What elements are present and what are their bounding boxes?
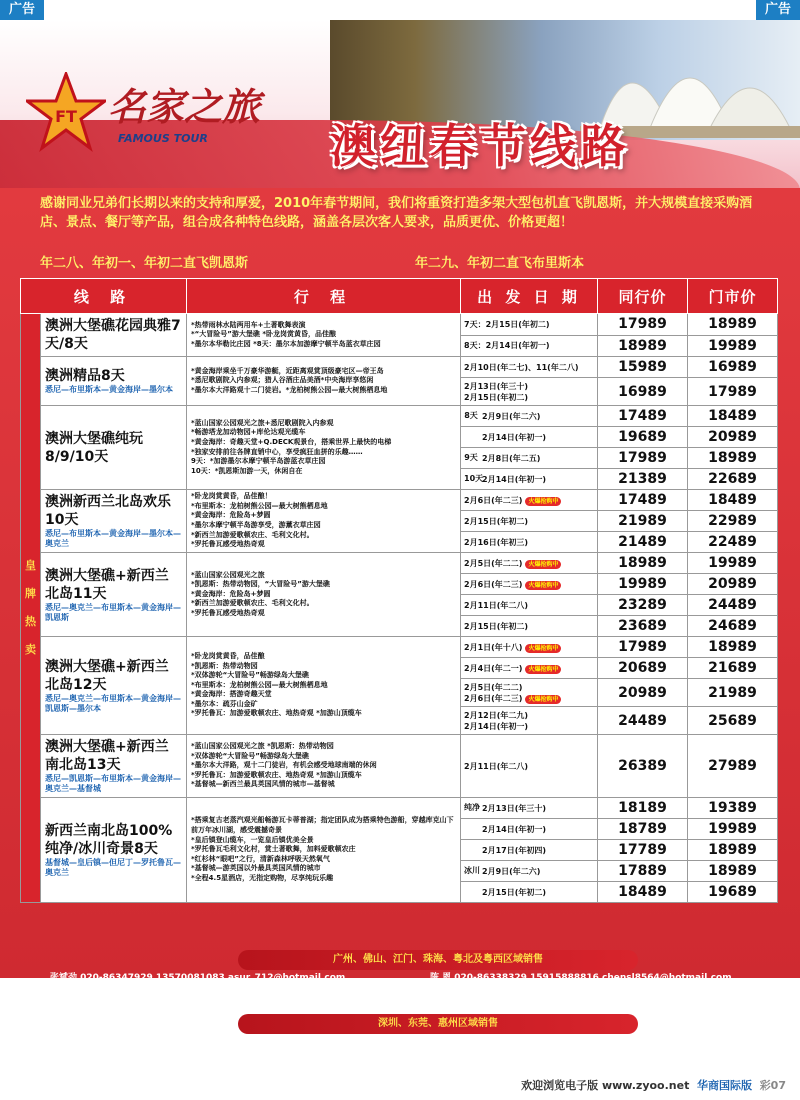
route-sub: 悉尼—奥克兰—布里斯本—黄金海岸—凯恩斯—墨尔本	[45, 693, 181, 713]
page-title: 澳纽春节线路	[330, 119, 630, 173]
brand-name-en: FAMOUS TOUR	[118, 132, 208, 145]
contact-line: 李斌德 0755-82255939 13570071063 libinde83@hotmail.com 谭立富 0755-82255939 13430354040 tanlifu85@hotmail.com	[50, 1037, 732, 1047]
itinerary-line: *黄金海岸：奇趣天堂+Q.DECK观景台，搭乘世界上最快的电梯	[191, 437, 392, 446]
departure-label: 纯净	[464, 803, 481, 812]
itinerary-line: *新西兰加游爱歌顿农庄、毛利文化村。	[191, 599, 314, 608]
side-char: 热	[25, 615, 36, 628]
itinerary-line: *布里斯本：龙柏树熊公园—最大树熊栖息地	[191, 501, 328, 510]
peer-price: 15989	[598, 357, 688, 378]
departure-cell	[461, 861, 598, 882]
footer-publisher: 华商国际版	[697, 1079, 753, 1092]
table-header-row	[21, 279, 778, 314]
itinerary-line: *墨尔本摩宁顿半岛游享受，游薰衣草庄园	[191, 521, 321, 529]
itinerary-cell	[187, 314, 461, 357]
departure-cell	[461, 798, 598, 819]
departure-date: 2月9日(年二六)	[482, 411, 541, 421]
contacts-guangzhou	[50, 970, 732, 1002]
itinerary-line: *罗托鲁瓦：加游爱歌顿农庄、地热奇观 *加游山顶缆车	[191, 770, 362, 779]
peer-price: 17989	[598, 314, 688, 336]
route-name-cell	[41, 314, 187, 357]
itinerary-line: *独家安排前往各牌直销中心，享受疯狂血拼的乐趣……	[191, 447, 363, 456]
peer-price: 23689	[598, 616, 688, 637]
departure-cell	[461, 882, 598, 903]
itinerary-line: *双体游轮“大冒险号”畅游绿岛大堡礁	[191, 751, 309, 760]
departure-label: 8天	[464, 411, 478, 420]
table-row	[21, 553, 778, 574]
departure-cell	[461, 469, 598, 490]
hot-badge: 火爆抢购中	[525, 497, 561, 506]
ad-label-left: 广告	[0, 0, 44, 20]
peer-price: 24489	[598, 707, 688, 735]
contact-line: 蔡少颖020-86338337 13922232246 cecillia_csq@hotmail.com 杨 华 020-86349775 13922463553 mjzl2008@hotmail.com	[50, 989, 720, 999]
retail-price: 18489	[688, 406, 778, 427]
itinerary-line: *红杉林“眼吧”之行，清新森林呼吸天然氧气	[191, 854, 330, 863]
retail-price: 24689	[688, 616, 778, 637]
peer-price: 17489	[598, 406, 688, 427]
retail-price: 18989	[688, 448, 778, 469]
peer-price: 17489	[598, 490, 688, 511]
departure-cell	[461, 378, 598, 406]
departure-date: 2月4日(年二一)	[464, 663, 523, 673]
departure-cell	[461, 532, 598, 553]
departure-date: 2月17日(年初四)	[482, 845, 547, 855]
departure-date: 2月14日(年初一)	[482, 824, 547, 834]
hot-badge: 火爆抢购中	[525, 560, 561, 569]
route-sub: 悉尼—布里斯本—黄金海岸—墨尔本	[45, 385, 173, 394]
retail-price: 22689	[688, 469, 778, 490]
peer-price: 20689	[598, 658, 688, 679]
itinerary-line: *罗托鲁瓦感受地热奇观	[191, 608, 265, 617]
departure-date: 2月10日(年二七)、11(年二八)	[464, 362, 579, 372]
route-sub: 基督城—皇后镇—但尼丁—罗托鲁瓦—奥克兰	[45, 858, 181, 877]
side-label	[21, 314, 41, 903]
retail-price: 20989	[688, 427, 778, 448]
itinerary-line: *黄金海岸：危险岛+梦圆	[191, 511, 271, 520]
route-name: 澳洲大堡礁+新西兰北岛12天	[45, 658, 169, 693]
itinerary-line: *蓝山国家公园观光之旅	[191, 570, 265, 579]
itinerary-line: *新西兰加游爱歌顿农庄、毛利文化村。	[191, 530, 314, 539]
itinerary-line: 10天：*凯恩斯加游一天，休闲自在	[191, 466, 303, 475]
departure-date: 2月13日(年三十)	[482, 803, 547, 813]
retail-price: 24489	[688, 595, 778, 616]
route-table	[20, 278, 778, 903]
header-banner	[0, 20, 800, 188]
retail-price: 18989	[688, 637, 778, 658]
star-logo-icon	[26, 72, 106, 152]
departure-cell	[461, 707, 598, 735]
retail-price: 19989	[688, 553, 778, 574]
route-name: 澳洲新西兰北岛欢乐10天	[45, 494, 171, 528]
itinerary-cell	[187, 735, 461, 798]
retail-price: 22989	[688, 511, 778, 532]
ad-label-right: 广告	[756, 0, 800, 20]
departure-cell	[461, 616, 598, 637]
table-row	[21, 637, 778, 658]
itinerary-line: *墨尔本：疏芬山金矿	[191, 699, 258, 708]
retail-price: 18989	[688, 314, 778, 336]
hot-badge: 火爆抢购中	[525, 581, 561, 590]
route-name: 澳洲精品8天	[45, 368, 125, 384]
itinerary-line: *皇后镇登山缆车，一览皇后镇优美全景	[191, 835, 314, 844]
itinerary-line: *蓝山国家公园观光之旅 *凯恩斯：热带动物园	[191, 742, 334, 751]
departure-cell	[461, 448, 598, 469]
route-name-cell	[41, 490, 187, 553]
retail-price: 19989	[688, 819, 778, 840]
retail-price: 27989	[688, 735, 778, 798]
peer-price: 21989	[598, 511, 688, 532]
departure-cell	[461, 840, 598, 861]
itinerary-cell	[187, 490, 461, 553]
route-name: 新西兰南北岛100%纯净/冰川奇景8天	[45, 823, 173, 857]
itinerary-line: *黄金海岸乘坐千万豪华游艇，近距离观赏顶级豪宅区—帝王岛	[191, 366, 384, 375]
departure-date: 2月6日(年二三)	[464, 579, 523, 589]
route-name: 澳洲大堡礁+新西兰北岛11天	[45, 567, 169, 602]
departure-date: 7天：2月15日(年初二)	[464, 319, 550, 329]
retail-price: 21689	[688, 658, 778, 679]
itinerary-line: *畅游塔龙加动物园+库伦达观光缆车	[191, 428, 306, 437]
itinerary-line: *墨尔本华勒比庄园 *8天：墨尔本加游摩宁顿半岛蓝衣草庄园	[191, 339, 381, 348]
contact-line: 陈宏川 0755-82230233 13570307234 hongchuan1964@163.com 张国英 0755-82259949 13923701951 zly200812@hotmail.com	[50, 1053, 738, 1063]
hot-badge: 火爆抢购中	[525, 695, 561, 704]
departure-date: 2月16日(年初三)	[464, 537, 529, 547]
retail-price: 25689	[688, 707, 778, 735]
route-name-cell	[41, 553, 187, 637]
header-retail-price: 门市价	[688, 279, 778, 314]
departure-cell	[461, 490, 598, 511]
itinerary-line: *罗托鲁瓦毛利文化村，赏土著歌舞，加料爱歌顿农庄	[191, 845, 356, 854]
itinerary-cell	[187, 406, 461, 490]
peer-price: 17789	[598, 840, 688, 861]
peer-price: 18489	[598, 882, 688, 903]
itinerary-line: *双体游轮“大冒险号”畅游绿岛大堡礁	[191, 671, 309, 680]
route-name-cell	[41, 735, 187, 798]
departure-cell	[461, 427, 598, 448]
departure-date: 8天：2月14日(年初一)	[464, 341, 550, 351]
route-sub: 悉尼—奥克兰—布里斯本—黄金海岸—凯恩斯	[45, 602, 181, 622]
departure-cell	[461, 357, 598, 378]
itinerary-cell	[187, 357, 461, 406]
departure-date: 2月14日(年初一)	[482, 432, 547, 442]
header-route: 线 路	[21, 279, 187, 314]
retail-price: 17989	[688, 378, 778, 406]
departure-label: 9天	[464, 453, 478, 462]
peer-price: 18189	[598, 798, 688, 819]
table-row	[21, 490, 778, 511]
departure-date: 2月6日(年二三)	[464, 495, 523, 505]
hot-badge: 火爆抢购中	[525, 644, 561, 653]
peer-price: 21489	[598, 532, 688, 553]
departure-cell	[461, 314, 598, 336]
itinerary-line: *卧龙岗赏黄昏，品佳酿	[191, 651, 265, 660]
departure-date: 2月15日(年初二)	[464, 621, 529, 631]
itinerary-line: 9天：*加游墨尔本摩宁顿半岛游蓝衣草庄园	[191, 457, 326, 466]
departure-date: 2月1日(年十八)	[464, 642, 523, 652]
departure-cell	[461, 637, 598, 658]
peer-price: 23289	[598, 595, 688, 616]
departure-date: 2月11日(年二八)	[464, 761, 529, 771]
itinerary-line: *黄金海岸：搭游奇趣天堂	[191, 690, 272, 699]
departure-date: 2月5日(年二二) 2月6日(年二三)	[464, 682, 523, 703]
region-title-shenzhen: 深圳、东莞、惠州区域销售	[238, 1014, 638, 1034]
peer-price: 16989	[598, 378, 688, 406]
peer-price: 20989	[598, 679, 688, 707]
itinerary-line: *墨尔本大洋路观十二门徒岩。*龙柏树熊公园—最大树熊栖息地	[191, 385, 388, 394]
retail-price: 16989	[688, 357, 778, 378]
header-peer-price: 同行价	[598, 279, 688, 314]
departure-date: 2月15日(年初二)	[464, 516, 529, 526]
side-char: 牌	[25, 587, 36, 600]
peer-price: 18989	[598, 553, 688, 574]
itinerary-line: *罗托鲁瓦：加游爱歌顿农庄、地热奇观 *加游山顶缆车	[191, 709, 362, 718]
departure-date: 2月9日(年二六)	[482, 866, 541, 876]
subhead-cairns: 年二八、年初一、年初二直飞凯恩斯	[40, 256, 249, 271]
itinerary-line: *搭乘复古老蒸汽观光船畅游瓦卡蒂普湖；指定团队成为搭乘特色游船，穿越库克山下前万年冰川湖，感受震撼奇景	[191, 816, 454, 835]
departure-cell	[461, 335, 598, 357]
departure-date: 2月8日(年二五)	[482, 453, 541, 463]
retail-price: 19689	[688, 882, 778, 903]
departure-cell	[461, 679, 598, 707]
intro-text: 感谢同业兄弟们长期以来的支持和厚爱，2010年春节期间，我们将重资打造多架大型包机直飞凯恩斯，并大规模直接采购酒店、景点、餐厅等产品，组合成各种特色线路，涵盖各层次客人要求，品质更优、价格更超！	[40, 196, 753, 230]
departure-cell	[461, 735, 598, 798]
table-row	[21, 314, 778, 336]
itinerary-line: *布里斯本：龙柏树熊公园—最大树熊栖息地	[191, 680, 328, 689]
route-name: 澳洲大堡礁纯玩8/9/10天	[45, 430, 143, 465]
departure-label: 10天	[464, 474, 484, 483]
table-row	[21, 798, 778, 819]
retail-price: 18489	[688, 490, 778, 511]
footer-site: 欢迎浏览电子版 www.zyoo.net	[521, 1079, 690, 1092]
side-char: 卖	[25, 643, 36, 656]
itinerary-line: *凯恩斯：热带动物园	[191, 661, 258, 670]
contact-line: 张斌劲 020-86347929 13570081083 asur_712@hotmail.com 陈 恩 020-86338329 15915888816 chensl8564@hotmail.com	[50, 973, 732, 983]
itinerary-line: *“大冒险号”游大堡礁 *卧龙岗赏黄昏，品佳酿	[191, 330, 336, 339]
retail-price: 18989	[688, 840, 778, 861]
peer-price: 19689	[598, 427, 688, 448]
itinerary-line: *墨尔本大洋路，观十二门徒岩，有机会感受地球南端的休闲	[191, 761, 377, 770]
itinerary-line: *凯恩斯：热带动物园，“大冒险号”游大堡礁	[191, 580, 330, 589]
itinerary-line: *基督城—新西兰最具英国风情的城市—基督城	[191, 780, 335, 789]
departure-cell	[461, 553, 598, 574]
departure-cell	[461, 406, 598, 427]
departure-date: 2月15日(年初二)	[482, 887, 547, 897]
peer-price: 17989	[598, 637, 688, 658]
footer	[521, 1077, 786, 1093]
route-sub: 悉尼—布里斯本—黄金海岸—墨尔本—奥克兰	[45, 529, 181, 548]
departure-cell	[461, 574, 598, 595]
itinerary-cell	[187, 798, 461, 903]
header-itinerary: 行 程	[187, 279, 461, 314]
subhead-brisbane: 年二九、年初二直飞布里斯本	[415, 256, 585, 271]
peer-price: 19989	[598, 574, 688, 595]
departure-date: 2月13日(年三十) 2月15日(年初二)	[464, 381, 529, 402]
departure-cell	[461, 658, 598, 679]
region-title-guangzhou: 广州、佛山、江门、珠海、粤北及粤西区域销售	[238, 950, 638, 970]
table-row	[21, 735, 778, 798]
departure-label: 冰川	[464, 866, 481, 875]
itinerary-line: *悉尼歌剧院入内参观；猎人谷酒庄品美酒*中央海岸享悠闲	[191, 376, 374, 385]
itinerary-cell	[187, 637, 461, 735]
header-departure: 出 发 日 期	[461, 279, 598, 314]
table-row	[21, 406, 778, 427]
itinerary-line: *蓝山国家公园观光之旅+悉尼歌剧院入内参观	[191, 418, 334, 427]
departure-date: 2月12日(年二九) 2月14日(年初一)	[464, 710, 529, 731]
itinerary-line: *黄金海岸：危险岛+梦圆	[191, 589, 271, 598]
departure-cell	[461, 511, 598, 532]
peer-price: 17989	[598, 448, 688, 469]
itinerary-line: *全程4.5星酒店，无指定购物，尽享纯玩乐趣	[191, 873, 334, 882]
departure-cell	[461, 819, 598, 840]
route-name-cell	[41, 798, 187, 903]
departure-cell	[461, 595, 598, 616]
route-sub: 悉尼—凯恩斯—布里斯本—黄金海岸—奥克兰—基督城	[45, 774, 181, 793]
departure-date: 2月5日(年二二)	[464, 558, 523, 568]
peer-price: 21389	[598, 469, 688, 490]
retail-price: 20989	[688, 574, 778, 595]
contacts-shenzhen	[50, 1034, 738, 1066]
itinerary-cell	[187, 553, 461, 637]
retail-price: 19989	[688, 335, 778, 357]
peer-price: 26389	[598, 735, 688, 798]
brand-name-cn: 名家之旅	[108, 84, 261, 129]
route-name-cell	[41, 637, 187, 735]
route-name: 澳洲大堡礁+新西兰南北岛13天	[45, 739, 169, 773]
departure-date: 2月14日(年初一)	[482, 474, 547, 484]
departure-date: 2月11日(年二八)	[464, 600, 529, 610]
itinerary-line: *热带雨林水陆两用车+土著歌舞表演	[191, 320, 306, 329]
peer-price: 18989	[598, 335, 688, 357]
route-name-cell	[41, 406, 187, 490]
side-char: 皇	[25, 559, 36, 572]
footer-page: 彩07	[759, 1079, 786, 1092]
retail-price: 21989	[688, 679, 778, 707]
itinerary-line: *罗托鲁瓦感受地热奇观	[191, 540, 265, 549]
route-name: 澳洲大堡礁花园典雅7天/8天	[45, 318, 181, 352]
logo-badge: FT	[55, 107, 77, 126]
itinerary-line: *卧龙岗赏黄昏，品佳酿！	[191, 492, 272, 501]
peer-price: 17889	[598, 861, 688, 882]
retail-price: 18989	[688, 861, 778, 882]
itinerary-line: *基督城—游英国以外最具英国风情的城市	[191, 864, 321, 873]
retail-price: 22489	[688, 532, 778, 553]
peer-price: 18789	[598, 819, 688, 840]
hot-badge: 火爆抢购中	[525, 665, 561, 674]
table-row	[21, 357, 778, 378]
route-name-cell	[41, 357, 187, 406]
retail-price: 19389	[688, 798, 778, 819]
